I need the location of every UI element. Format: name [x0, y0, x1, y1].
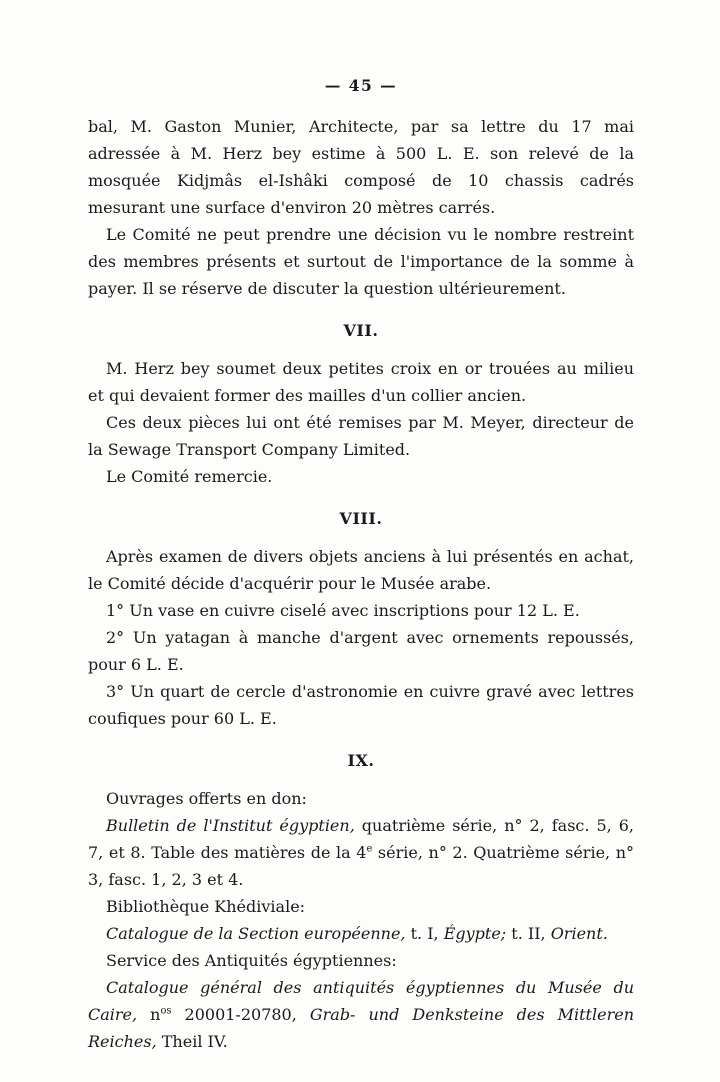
text-segment: Ces deux pièces lui ont été remises par M. Meyer, directeur de la Sewage Transport Company Limited. — [88, 413, 634, 459]
text-segment: M. Herz bey soumet deux petites croix en or trouées au milieu et qui devaient former des mailles d'un collier ancien. — [88, 359, 634, 405]
paragraph — [88, 597, 634, 624]
paragraph — [88, 893, 634, 920]
text-segment: t. II, — [506, 924, 551, 943]
italic-text-segment: Catalogue de la Section européenne, — [106, 924, 406, 943]
paragraph — [88, 355, 634, 409]
paragraph — [88, 678, 634, 732]
text-segment: Bibliothèque Khédiviale: — [106, 897, 306, 916]
text-segment: Le Comité remercie. — [106, 467, 273, 486]
section-heading: IX. — [347, 751, 375, 770]
paragraph — [88, 113, 634, 221]
text-segment: 2° Un yatagan à manche d'argent avec ornements repoussés, pour 6 L. E. — [88, 628, 634, 674]
paragraph — [88, 221, 634, 302]
text-segment: Ouvrages offerts en don: — [106, 789, 307, 808]
text-segment: Après examen de divers objets anciens à lui présentés en achat, le Comité décide d'acquérir pour le Musée arabe. — [88, 547, 634, 593]
italic-text-segment: Égypte; — [443, 924, 507, 943]
text-segment: Le Comité ne peut prendre une décision vu le nombre restreint des membres présents et surtout de l'importance de la somme à payer. Il se réserve de discuter la question ultérieurement. — [88, 225, 634, 298]
text-body — [88, 113, 634, 1055]
paragraph — [88, 812, 634, 893]
text-segment: n — [137, 1005, 161, 1024]
paragraph — [88, 785, 634, 812]
paragraph — [88, 543, 634, 597]
paragraph — [88, 974, 634, 1055]
text-segment: 3° Un quart de cercle d'astronomie en cuivre gravé avec lettres coufiques pour 60 L. E. — [88, 682, 634, 728]
paragraph — [88, 409, 634, 463]
text-segment: Service des Antiquités égyptiennes: — [106, 951, 397, 970]
paragraph — [88, 947, 634, 974]
italic-text-segment: Bulletin de l'Institut égyptien, — [106, 816, 355, 835]
superscript-segment: e — [366, 843, 373, 855]
superscript-segment: os — [160, 1005, 172, 1017]
text-segment: quatrième série, n° 2, fasc. 5, 6, 7, et 8. Table des matières de la 4 — [88, 816, 635, 862]
text-segment: 20001-20780, — [171, 1005, 310, 1024]
page-number: — 45 — — [324, 76, 398, 95]
section-heading: VIII. — [339, 509, 383, 528]
paragraph — [88, 920, 634, 947]
italic-text-segment: Grab- und Denksteine des Mittleren Reiches, — [88, 1005, 634, 1051]
text-segment: bal, M. Gaston Munier, Architecte, par sa lettre du 17 mai adressée à M. Herz bey estime à 500 L. E. son relevé de la mosquée Kidjmâs el-Ishâki composé de 10 chassis cadrés mesurant une surface d'environ 20 mètres carrés. — [88, 117, 634, 217]
paragraph — [88, 463, 634, 490]
italic-text-segment: Catalogue général des antiquités égyptiennes du Musée du Caire, — [88, 978, 634, 1024]
text-segment: série, n° 2. Quatrième série, n° 3, fasc. 1, 2, 3 et 4. — [88, 843, 635, 889]
section-heading: VII. — [343, 321, 379, 340]
italic-text-segment: Orient. — [550, 924, 608, 943]
text-segment: t. I, — [405, 924, 444, 943]
paragraph — [88, 624, 634, 678]
text-segment: 1° Un vase en cuivre ciselé avec inscriptions pour 12 L. E. — [106, 601, 580, 620]
text-segment: Theil IV. — [156, 1032, 228, 1051]
